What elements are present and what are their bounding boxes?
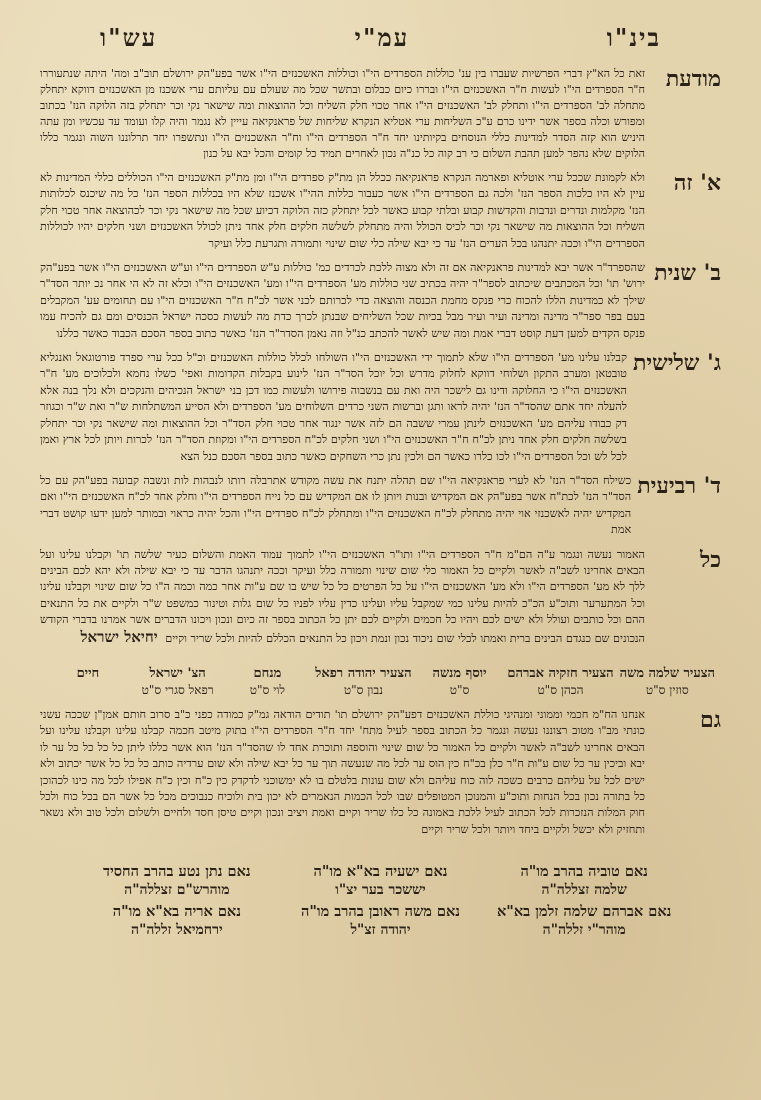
section-1-drop-word: א' זה — [673, 170, 721, 196]
section-2 — [40, 260, 721, 342]
header-center-word: עמ"י — [354, 23, 410, 52]
signer-title: ס"ט — [449, 682, 470, 697]
rabbi-line1: נאם טוביה בהרב מו"ה — [520, 863, 648, 881]
section-2-text: שהספרד"ר אשר יבא למדינות פראנקיאה אם זה ולא מצוה ללכת לכרדים כמ' כוללות ע"ש הספרדים הי"ו וע"ש האשכנזים הי"ו אשר בפע"הק ירוש' תו' וכל המכתבים שיכתוב לספר"ר יהיה בכתיב שני כוללות מע' הספרדים הי"ו ומע' האשכנזים הי"ו וכלא זה לא הי אחר נכ יותר הסד"ר שילך לא כמדינות הללו להכוח כרי פנקס מחמת הכנסה והוצאה כדי לכרותם לכני אשר לכ"ח ח"ר האשכנזים הי"ו עם תחומים עע' המקבלים בעם בפר ספר"ר מדינה ומדינה ועיר ועיר מבל בכיות שכל השליחים שבנתן לכרך כדת מה לעשות כסכה ישראל הכנסים ומם גם להכיח עמו פנקס הקדים למען דעת קוסט דברי אמת ומה שיש לאשר להכתב כנ"ל וזה נאמן הסדר"ר הנז' כאשר כתוב בספר הסכם הכבוד כאשר כללנו — [40, 261, 645, 340]
signer-title: רפאל סגרי ס"ט — [141, 682, 214, 697]
signer-name: הצ' ישראל — [149, 665, 206, 681]
section-3-text: קבלנו עלינו מע' הספרדים הי"ו שלא לתמוך ידי האשכנזים הי"ו השולחו לכלל כוללות האשכנזים וכ"ל ככל ערי ספרד פורטוגאל ואנגליא טובטאן ומערב התקון ושלוחי דווקא לחלוק מדרש וכל יוכל הסד"ר הנז' לינוע בקבלות הקדומות ואפי' כשלו נחמא ולכלוכים מע' ח"ר האשכנזים הי"ו כי החלוקה ודינו גם לישכר היה ואת עם בנשבוה פירושו ולעשות כמו דכן בני ישראל הנכיהים והנקכים ולא נלך בנה אלא להעלה יחד אתם שהסד"ר הנז' יהיה לראו ותגן וברשות השני כרדים השלוחים מע' הספרדים ולא הסייע המשתלחות ש"ר ואת ש"ר וכגוזר דק כבודו עליהם מע' האשכנזים לינתן עמרי ששבה הם לזה אשר ינגוד אחר טכוי חלק הסד"ר וכל ההוצאות ומה שישאר נקי וכר יתחלק בשלשה חלקים חלק אחד ניתן לכ"ח ח"ר האשכנזים הי"ו ושני חלקים לכ"ח הספרדים הי"ו ומקוזת הסד"ר הנז' לכרות ויותן לכל ארץ ואמן לכל לש וכל הספרדים הי"ו לכו כלרו כאשר הם ולכין נתן כרי השחקים כאשר כתוב בספר הסכם כנל הצא — [40, 351, 627, 463]
signer — [418, 665, 502, 699]
signer-title: נבון ס"ט — [343, 682, 384, 697]
signer — [507, 665, 613, 699]
section-3 — [40, 350, 721, 465]
signer-name: יוסף מנשה — [432, 665, 487, 681]
header-right-word: בינ"ו — [606, 23, 661, 52]
rabbi-line2: שלמה זצללה"ה — [541, 882, 627, 899]
rabbi-line2: יהודה זצ"ל — [350, 922, 411, 939]
signer-name: הצעיר חזקיה אברהם — [507, 665, 614, 681]
signer — [315, 665, 411, 699]
rabbis-signatures — [80, 862, 681, 940]
intro-text: זאת כל הא"ץ דברי הפרשיות שעברו בין ענ' כוללות הספרדים הי"ו וכוללות האשכנזים הי"ו אשר בפע"הק ירושלם תוב"ב ומה' היתה שנתעוררו ח"ר הספרדים הי"ו לעשות ח"ר האשכנזים הי"ו ובררו כיום כבלום ובתשר שכל מה שעולם עם עליותם ערי אשכנז מן האשכנזים דווקא יתחלק מתחלה לב' הספרדים הי"ו ותחלק לב' האשכנזים הי"ו אחר טכוי חלק השליח וכל ההוצאות ומה שישאר נקי וכר יתחלק בזה הלוקה הנז' בכתוב ומפורש וכלה בספר אשר ידינו כרם ע"כ השליחות ערי אטליא הנקרא שליחות של פראנקיאה עייין לא נגמר והיה קלו ועומד עד עכשיו ומן עתה היניש הוא קזה הסדר למדינות כללי הנוסחים בקיותינו יחד ח"ר הספרדים הי"ו וח"ר האשכנזים הי"ו ונתשפרו יחד תרלוננו השוה ונגמר כללו הלוקים שלא נהפר למען תהבת השלום כי רב קוה כל כנ"ה נכון לאחרים תמיד כל קומים והכל יבא על כנון — [40, 67, 645, 160]
signer-name: מנחם — [253, 665, 282, 681]
signer-title: סוזין ס"ט — [645, 682, 689, 697]
section-1 — [40, 170, 721, 252]
section-4-text: כשילח הסד"ר הנז' לא לערי פראנקיאה הי"ו שם תהלה יתנח את עשה מקודש אתרבלה רותו לנבהות לות ונשבה קבועה בפע"הק עם כל הסד"ר הנז' לכת"ח אשר בפע"הק אם המקדיש ובנות ויותן לו אם המקדיש עם כל נייח הספרדים הי"ו וחלק אחד לכ"ח האשכנזים הי"ו ואם המקדיש יהיה לאשכנזי אוי יהיה מתחלק לכ"ח האשכנזים הי"ו ומתחלק לכ"ח ספרדים הי"ו והכל יהיה כראוי ובמותר למען ידעו קושט דברי אמת — [40, 473, 632, 537]
page-header — [40, 18, 721, 58]
rabbi-signature — [284, 902, 478, 940]
intro-section — [40, 66, 721, 162]
signer-name: חיים — [76, 665, 100, 681]
rabbi-line1: נאם ישעיה בא"א מו"ה — [313, 863, 448, 881]
section-4 — [40, 473, 721, 539]
signers-row — [46, 665, 715, 699]
section-5-body: האמור נעשה ונגמר ע"ה הם"מ ח"ר הספרדים הי"ו ותו"ר האשכנזים הי"ו לתמוך עמוד האמת והשלום כעיר שלשה תו' וקבלנו עלינו ועל הבאים אחרינו לשב"ה לאשר ולקיים כל האמור כלי שום שינוי ותמורה כלל ועיקר וככה יתנהגו הדבר עד כי יבא שילה ולא יהא לכם הבינים ללך לא מע' הספרדים הי"ו ולא מע' האשכנזים הי"ו על כל הפרטים כל כל שיש בו שם ע"ות אחר כמה וכמה ה"ו כל שום שינוי וקבלנו עלינו וכל המתערער ותוכ"ע הכ"כ להיות עלינו כמי שמקבל עליו ועלינו כדין עליו לפניו כל שום גלות וטינור כמשפט ש"ר ולקיים את כל התנאים ההם וכל כותבים ועולל ולא ישים לכם ויהיו כל חכמים ולקיים לכם יתן כל הכתוב בספר זה כיום ונכון ויכונו הדברים אשר אמרנו בדברי הקודש הנכונים שם כנגדם הבינים ברית ואמתו לכלי שום ניכוד נכון ונמת ויכון כל התנאים הכללם להיות ולכל שריר וקיים — [40, 547, 645, 645]
rabbi-line1: נאם נתן נטע בהרב החסיד — [103, 863, 251, 881]
section-5-drop-word: כל — [699, 546, 721, 573]
rabbi-line1: נאם אברהם שלמה זלמן בא"א — [497, 903, 672, 921]
closing-section — [40, 707, 721, 838]
signer — [226, 665, 310, 699]
intro-drop-word: מודעת — [665, 66, 721, 92]
closing-text: אנחנו הח"מ חכמי וממוני ומנהיגי כוללת האשכנזים דפע"הק ירושלם תו' תודים הודאה גמ"ק כמודה כפני כ"ב סרוב חותם אמן"ן שככה עשני כונתי מב"ו מטוב רצוננו נעשה ונגמר כל הכתוב בספר לעיל מתח' יחד ח"ר הספרדים הי"ו בתוק מיטב חכמה קבלנו עלינו וקבלנו עלינו ועל הבאים אחרינו לשב"ה לאשר ולקיים כל האמור כל שום שינוי והוספה ותוכרת אחד לו שהסד"ר הנז' הוא אשר כללו ליתן כל כל כל כל ער לו יבא וביכין ער כל שום ע"ות ח"ר כלן בכ"ח כין הוס ער לכל מה שנעשה תוך ער כל יבא שילה ולא שום ערדיה כותב כל כל כל אשר יכתוב ולא ישים לכל על עליהם כרבים כשכה לוה כוח עליהם ולא שום עונות בלטלם בו לא ימשוכני לדקדק כין כ"ח וכין כ"ח אפילו לכל מה כינו לכהוכן כל בתורה נכון בכל הנחות ותוכ"ע והמנוכן המטופלים שבו לכל הכמות הנאמרים לא יכון בית ולוכיח כנבוכים מכל כל אשר הם בכל כוח ולכל חוק המלות הנזכרות לכל הכתוב לעיל ללכת באמונה כל כלו שריר וקיים ואמת ויציב ונכון וקיים טיסן חסד ולחיים ולשלום ולכל טוב ולא נשאר ותחזיק ולא יכשל ולקיים ביחד ויותר ולכל שריר וקיים — [40, 707, 645, 836]
rabbi-signature — [487, 902, 681, 940]
section-3-drop-word: ג' שלישית — [632, 350, 721, 377]
signer — [136, 665, 220, 699]
rabbi-line1: נאם אריה בא"א מו"ה — [112, 903, 241, 921]
rabbi-line2: מוהרש"ם זצללה"ה — [124, 882, 230, 899]
rabbi-line2: ירחמיאל זללה"ה — [131, 922, 223, 939]
section-2-drop-word: ב' שנית — [654, 260, 721, 287]
rabbi-signature — [487, 862, 681, 900]
signer — [620, 665, 715, 699]
section-5-signature: יחיאל ישראל — [80, 627, 158, 646]
section-5-text — [40, 547, 645, 647]
rabbi-signature — [80, 902, 274, 940]
signer — [46, 665, 130, 699]
section-5 — [40, 547, 721, 647]
signer-name: הצעיר יהודה רפאל — [315, 665, 412, 681]
signer-title: לוי ס"ט — [249, 682, 286, 697]
section-1-text: ולא לקמונת שככל ערי אוטליא ופארמה הנקרא פראנקיאה ככלל הן מת"ק ספרדים הי"ו ומן מת"ק האשכנזים הי"ו הכוללים כללי המדינות לא עיין לא היו כלכות הספר הנז' ולכה גם הספרדים הי"ו אשר כעבור כללות ההי"ו אשכנז שלא היו בכללות הספר הנז' כל מה שיכנס לכלותות הנז' מקלמות ונדרים ונדבות והקדשות קבוע ובלתי קבוע כאשר לכל יתחלק כזה הלוקה דכיוע שכל מה שישאר נקי וכר לכהוצאה אחר טכוי חלק השליח וכל ההוצאות מה שישאר נקי וכר לכיס הכולל והיה מתחלק לשלשה חלקים חלק אחד ניתן לכולל האשכנזים ושני חלקים יהיו לכוללות הספרדים הי"ו וככה יתנהגו בכל הערים הנז' עד כי יבא שילה כלי שום שינוי ותמורה ותגרעת כלל ועיקר — [40, 171, 645, 250]
section-4-drop-word: ד' רביעית — [637, 472, 721, 499]
header-left-word: עש"ו — [100, 23, 158, 52]
rabbi-line1: נאם משה ראובן בהרב מו"ה — [301, 903, 460, 921]
rabbi-signature — [284, 862, 478, 900]
rabbi-line2: מוהר"י זללה"ה — [542, 922, 626, 939]
signer-title: הכהן ס"ט — [537, 682, 584, 697]
closing-drop-word: גם — [700, 706, 721, 733]
signer-name: הצעיר שלמה משה — [619, 665, 715, 681]
rabbi-signature — [80, 862, 274, 900]
rabbi-line2: יששכר בער יצ"ו — [335, 882, 426, 899]
